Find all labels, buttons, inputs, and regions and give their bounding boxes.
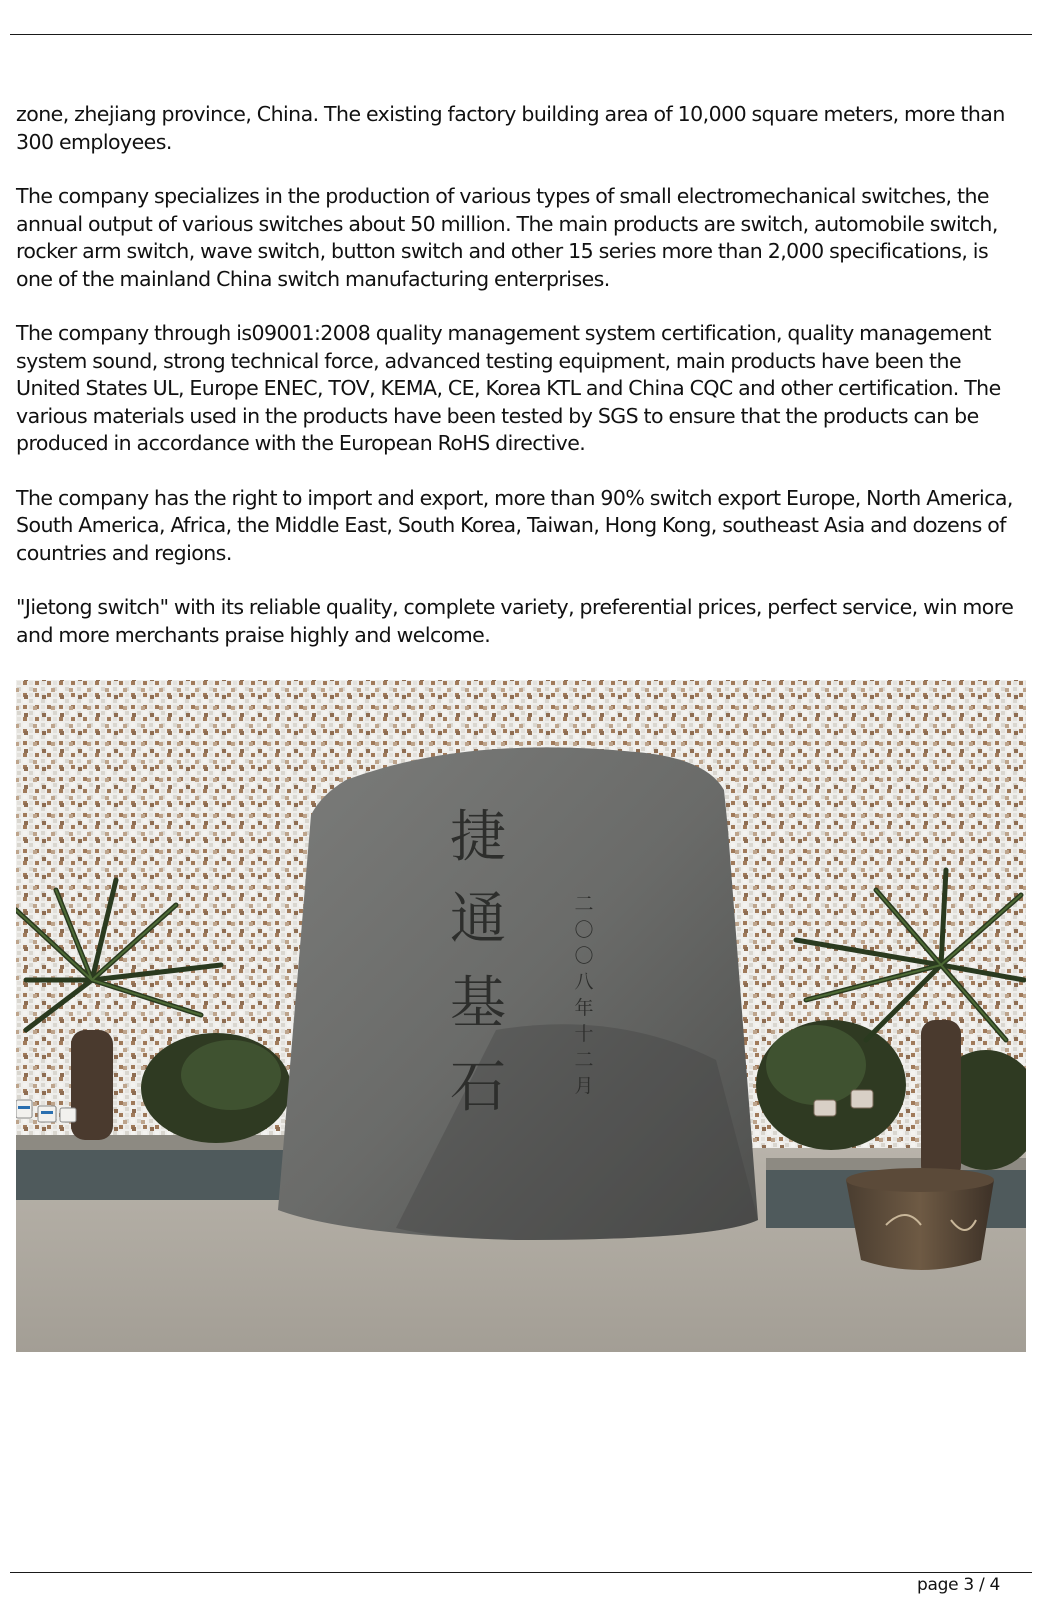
paragraph-certification: The company through is09001:2008 quality management system certification, quality management system sound, strong technical force, advanced testing equipment, main products have been the United States UL, Europe ENEC, TOV, KEMA, CE, Korea KTL and China CQC and other certification. The various materials used in the products have been tested by SGS to ensure that the products can be produced in accordance with the European RoHS directive. bbox=[16, 321, 1001, 455]
svg-text:石: 石 bbox=[450, 1055, 506, 1120]
svg-text:基: 基 bbox=[450, 971, 506, 1036]
svg-text:二: 二 bbox=[574, 893, 594, 915]
svg-text:通: 通 bbox=[450, 887, 506, 952]
foundation-stone-photo bbox=[16, 680, 1026, 1352]
svg-text:〇: 〇 bbox=[574, 945, 594, 967]
paragraph-products: The company specializes in the production of various types of small electromechanical switches, the annual output of various switches about 50 million. The main products are switch, automobile switch, rocker arm switch, wave switch, button switch and other 15 series more than 2,000 specifications, is one of the mainland China switch manufacturing enterprises. bbox=[16, 184, 998, 291]
svg-text:十: 十 bbox=[574, 1023, 594, 1045]
document-body bbox=[16, 101, 1028, 676]
paragraph-jietong-quality: "Jietong switch" with its reliable quality, complete variety, preferential prices, perfect service, win more and more merchants praise highly and welcome. bbox=[16, 595, 1014, 647]
svg-text:二: 二 bbox=[574, 1049, 594, 1071]
svg-text:〇: 〇 bbox=[574, 919, 594, 941]
header-rule bbox=[10, 34, 1032, 35]
svg-text:八: 八 bbox=[574, 971, 594, 993]
svg-text:年: 年 bbox=[574, 997, 594, 1019]
svg-text:捷: 捷 bbox=[450, 805, 506, 870]
paragraph-company-location: zone, zhejiang province, China. The existing factory building area of 10,000 square meters, more than 300 employees. bbox=[16, 102, 1005, 154]
svg-text:月: 月 bbox=[574, 1075, 594, 1097]
footer-rule bbox=[10, 1572, 1032, 1573]
paragraph-export: The company has the right to import and export, more than 90% switch export Europe, North America, South America, Africa, the Middle East, South Korea, Taiwan, Hong Kong, southeast Asia and dozens of countries and regions. bbox=[16, 485, 1013, 565]
page-number: page 3 / 4 bbox=[916, 1575, 1000, 1595]
